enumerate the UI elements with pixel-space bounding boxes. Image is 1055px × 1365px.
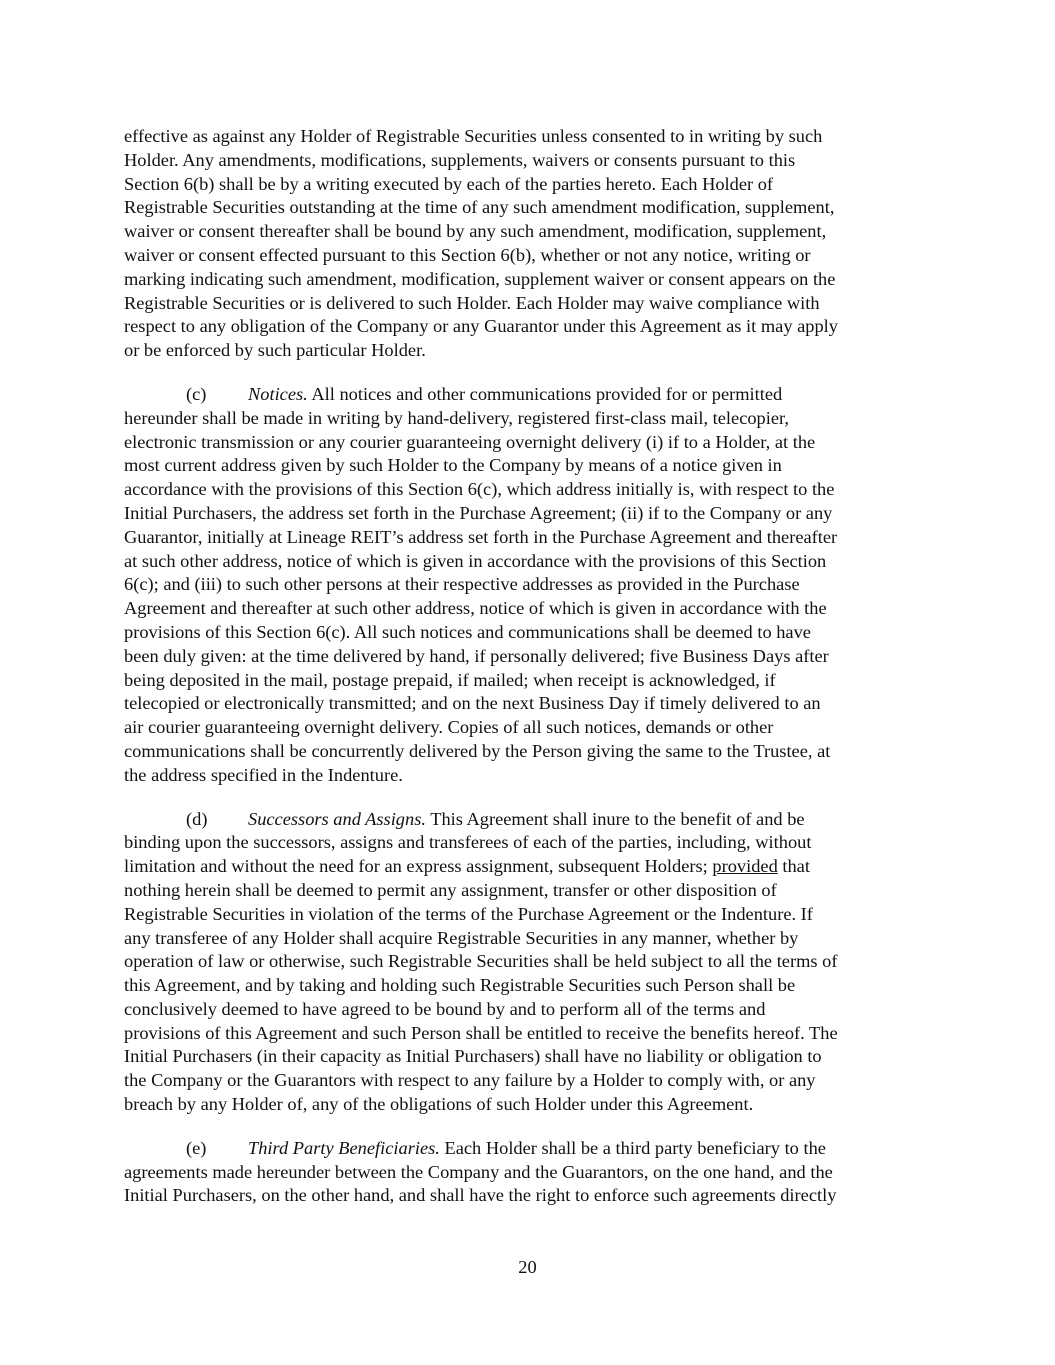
- text-line: breach by any Holder of, any of the obligations of such Holder under this Agreement.: [124, 1094, 754, 1115]
- section-number: (e): [186, 1137, 207, 1158]
- document-page: [124, 125, 932, 1228]
- underlined-term: provided: [712, 856, 778, 877]
- text-line: the Company or the Guarantors with respect to any failure by a Holder to comply with, or any: [124, 1070, 816, 1091]
- text-line: nothing herein shall be deemed to permit any assignment, transfer or other disposition of: [124, 879, 777, 900]
- text-line: at such other address, notice of which is given in accordance with the provisions of this Section: [124, 550, 827, 571]
- text-line: conclusively deemed to have agreed to be bound by and to perform all of the terms and: [124, 998, 766, 1019]
- text-fragment: that: [777, 856, 810, 877]
- text-fragment: All notices and other communications provided for or permitted: [307, 383, 783, 404]
- section-heading: Third Party Beneficiaries.: [248, 1137, 440, 1158]
- paragraph-first-line: [124, 383, 932, 407]
- text-line: telecopied or electronically transmitted; and on the next Business Day if timely delivered to an: [124, 693, 821, 714]
- text-line: Registrable Securities outstanding at the time of any such amendment modification, supplement,: [124, 197, 835, 218]
- paragraph-d-successors: [124, 808, 932, 1117]
- paragraph-e-third-party: [124, 1137, 932, 1208]
- text-line: Holder. Any amendments, modifications, supplements, waivers or consents pursuant to this: [124, 149, 796, 170]
- text-line: any transferee of any Holder shall acquire Registrable Securities in any manner, whether by: [124, 927, 799, 948]
- text-line: or be enforced by such particular Holder.: [124, 340, 426, 361]
- text-line: [124, 855, 932, 879]
- text-line: waiver or consent thereafter shall be bound by any such amendment, modification, supplement,: [124, 221, 827, 242]
- text-line: been duly given: at the time delivered by hand, if personally delivered; five Business Days after: [124, 645, 829, 666]
- paragraph-b-continued: [124, 125, 932, 363]
- text-line: electronic transmission or any courier guaranteeing overnight delivery (i) if to a Holder, at the: [124, 431, 816, 452]
- page-number: 20: [518, 1257, 537, 1277]
- text-line: accordance with the provisions of this Section 6(c), which address initially is, with respect to the: [124, 479, 835, 500]
- section-number: (d): [186, 808, 208, 829]
- text-line: Section 6(b) shall be by a writing executed by each of the parties hereto. Each Holder of: [124, 173, 774, 194]
- text-line: Registrable Securities in violation of the terms of the Purchase Agreement or the Indenture. If: [124, 903, 813, 924]
- text-line: binding upon the successors, assigns and transferees of each of the parties, including, without: [124, 832, 812, 853]
- text-line: this Agreement, and by taking and holding such Registrable Securities such Person shall be: [124, 975, 796, 996]
- text-line: provisions of this Section 6(c). All such notices and communications shall be deemed to have: [124, 621, 811, 642]
- paragraph-c-notices: [124, 383, 932, 788]
- text-line: agreements made hereunder between the Company and the Guarantors, on the one hand, and the: [124, 1161, 833, 1182]
- text-line: communications shall be concurrently delivered by the Person giving the same to the Trustee, at: [124, 740, 831, 761]
- text-fragment: Each Holder shall be a third party beneficiary to the: [439, 1137, 826, 1158]
- paragraph-first-line: [124, 1137, 932, 1161]
- text-line: Initial Purchasers, the address set forth in the Purchase Agreement; (ii) if to the Company or any: [124, 502, 833, 523]
- text-fragment: This Agreement shall inure to the benefit of and be: [425, 808, 805, 829]
- text-line: Agreement and thereafter at such other address, notice of which is given in accordance with the: [124, 598, 827, 619]
- text-line: Initial Purchasers (in their capacity as Initial Purchasers) shall have no liability or obligation to: [124, 1046, 822, 1067]
- text-line: provisions of this Agreement and such Person shall be entitled to receive the benefits hereof. The: [124, 1022, 838, 1043]
- text-line: effective as against any Holder of Registrable Securities unless consented to in writing by such: [124, 126, 823, 146]
- text-line: being deposited in the mail, postage prepaid, if mailed; when receipt is acknowledged, if: [124, 669, 776, 690]
- text-line: respect to any obligation of the Company or any Guarantor under this Agreement as it may apply: [124, 316, 838, 337]
- section-heading: Successors and Assigns.: [248, 808, 426, 829]
- text-line: Initial Purchasers, on the other hand, and shall have the right to enforce such agreements directly: [124, 1185, 837, 1206]
- text-line: Guarantor, initially at Lineage REIT’s address set forth in the Purchase Agreement and thereafter: [124, 526, 838, 547]
- text-line: waiver or consent effected pursuant to this Section 6(b), whether or not any notice, writing or: [124, 244, 811, 265]
- text-line: marking indicating such amendment, modification, supplement waiver or consent appears on the: [124, 268, 836, 289]
- paragraph-first-line: [124, 808, 932, 832]
- text-line: most current address given by such Holder to the Company by means of a notice given in: [124, 455, 782, 476]
- text-line: operation of law or otherwise, such Registrable Securities shall be held subject to all the terms of: [124, 951, 838, 972]
- text-line: Registrable Securities or is delivered to such Holder. Each Holder may waive compliance with: [124, 292, 820, 313]
- section-heading: Notices.: [248, 383, 308, 404]
- section-number: (c): [186, 383, 207, 404]
- text-fragment: limitation and without the need for an express assignment, subsequent Holders;: [124, 856, 713, 877]
- text-line: air courier guaranteeing overnight delivery. Copies of all such notices, demands or other: [124, 717, 774, 738]
- text-line: 6(c); and (iii) to such other persons at their respective addresses as provided in the Purchase: [124, 574, 800, 595]
- text-line: hereunder shall be made in writing by hand-delivery, registered first-class mail, telecopier,: [124, 407, 789, 428]
- text-line: the address specified in the Indenture.: [124, 764, 403, 785]
